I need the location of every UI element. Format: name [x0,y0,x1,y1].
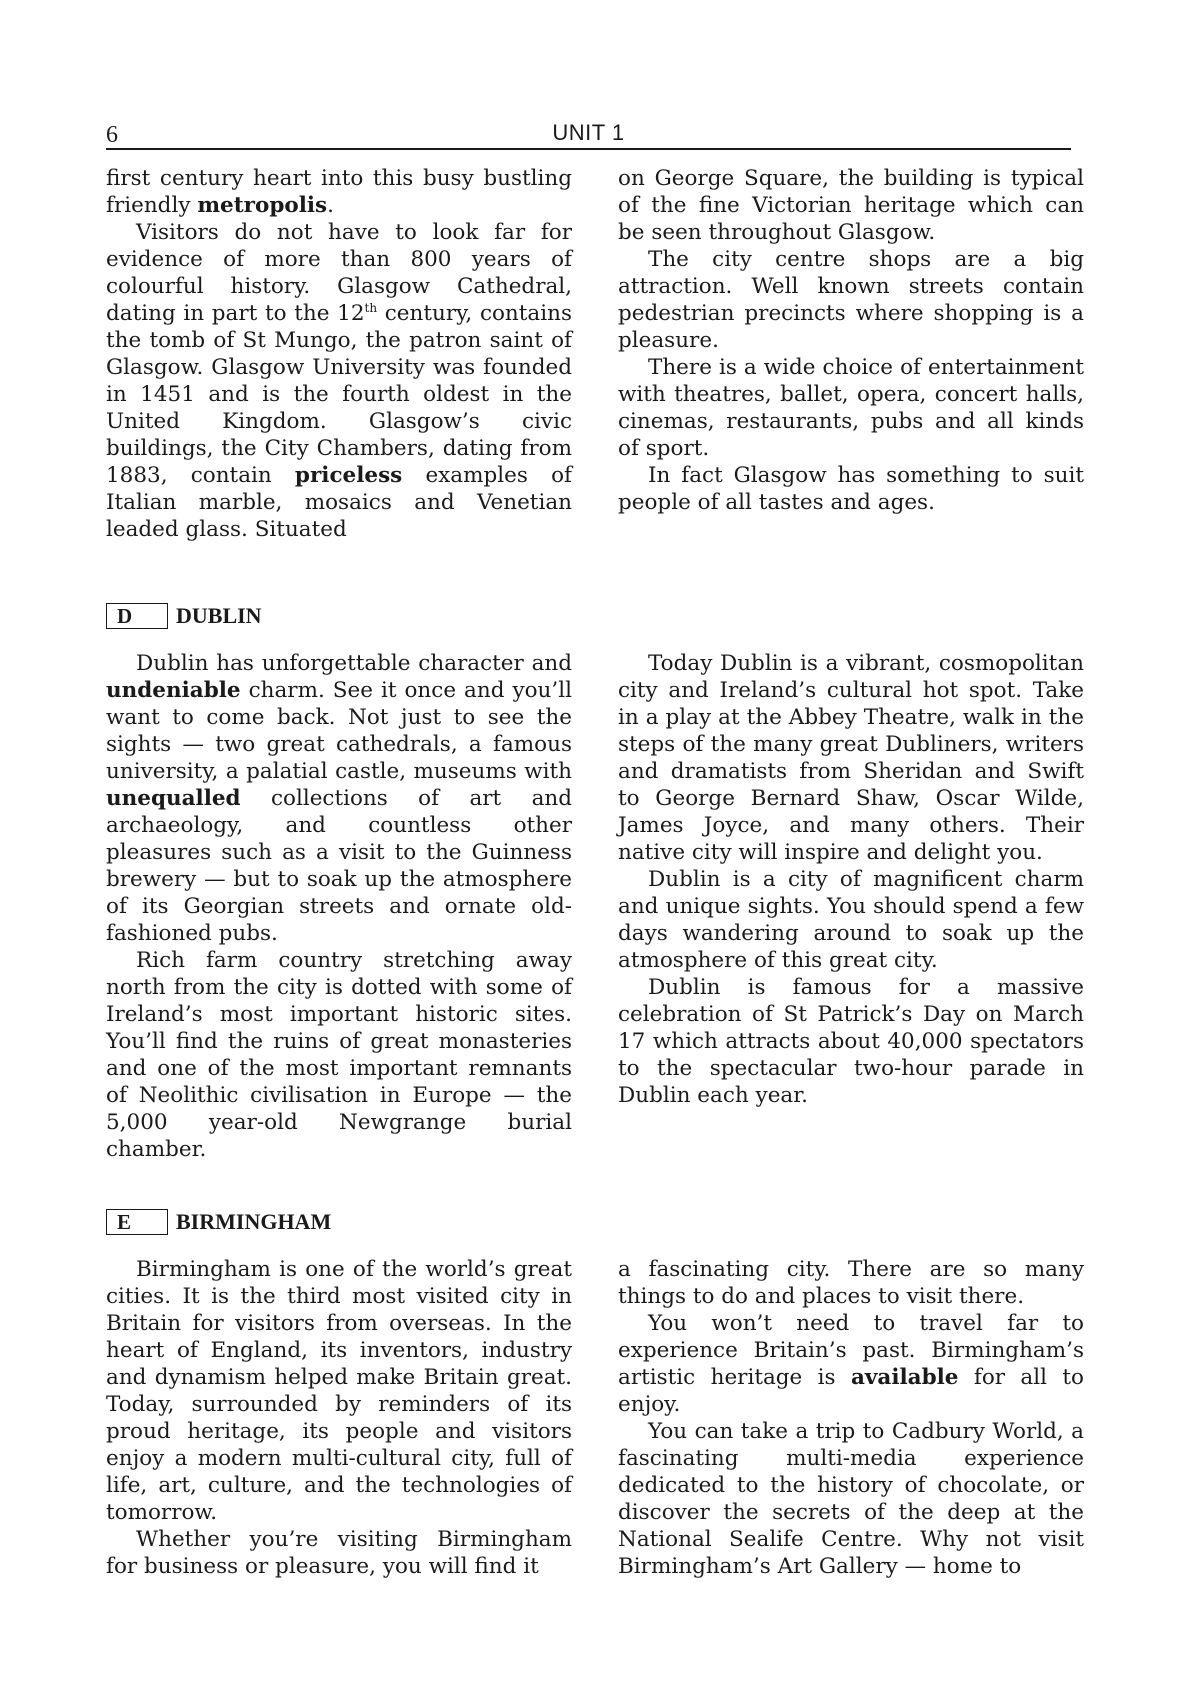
bold-term: undeniable [106,678,241,703]
paragraph: Birmingham is one of the world’s great cities. It is the third most visited city in Britain for visitors from overseas. In the heart of England, its inventors, industry and dynamism helped make Britain great. Today, surrounded by reminders of its proud heritage, its people and visitors enjoy a modern multi-cultural city, full of life, art, culture, and the technologies of tomorrow. [106,1257,572,1525]
section-title: DUBLIN [176,603,262,628]
bold-term: metropolis [197,193,328,218]
text: collections of art and archaeology, and countless other pleasures such as a visit to the Guinness brewery — but to soak up the atmosphere of its Georgian streets and ornate old-fashioned pubs. [106,786,572,946]
text: You won’t need to travel far to experience Britain’s past. Birmingham’s artistic heritage is [618,1311,1084,1390]
paragraph: Rich farm country stretching away north from the city is dotted with some of Ireland’s most important historic sites. You’ll find the ruins of great monasteries and one of the most important remnants of Neolithic civilisation in Europe — the 5,000 year-old Newgrange burial chamber. [106,948,572,1162]
paragraph [106,650,572,947]
dublin-left-column [106,650,572,1163]
text: charm. See it once and you’ll want to come back. Not just to see the sights — two great cathedrals, a famous university, a palatial castle, museums with [106,678,572,784]
paragraph: a fascinating city. There are so many things to do and places to visit there. [618,1257,1084,1309]
page-number: 6 [106,122,118,148]
birmingham-right-column [618,1256,1084,1580]
text: century, contains the tomb of St Mungo, the patron saint of Glasgow. Glasgow University was founded in 1451 and is the fourth oldest in the United Kingdom. Glasgow’s civic buildings, the City Chambers, dating from 1883, contain [106,301,572,488]
text: for all to enjoy. [618,1365,1084,1417]
bold-term: priceless [294,463,403,488]
text: Visitors do not have to look far for evidence of more than 800 years of colourful history. Glasgow Cathedral, dating in part to the 12 [106,220,572,326]
bold-term: available [850,1365,959,1390]
text: examples of Italian marble, mosaics and Venetian leaded glass. Situated [106,463,572,542]
bold-term: unequalled [106,786,241,811]
paragraph: In fact Glasgow has something to suit people of all tastes and ages. [618,463,1084,515]
page-header [106,118,1071,150]
paragraph [618,1310,1084,1418]
birmingham-left-column [106,1256,572,1580]
glasgow-right-column [618,165,1084,516]
unit-title: UNIT 1 [552,120,625,145]
paragraph: Today Dublin is a vibrant, cosmopolitan city and Ireland’s cultural hot spot. Take in a play at the Abbey Theatre, walk in the steps of the many great Dubliners, writers and dramatists from Sheridan and Swift to George Bernard Shaw, Oscar Wilde, James Joyce, and many others. Their native city will inspire and delight you. [618,651,1084,865]
paragraph [106,165,572,219]
paragraph: Dublin is famous for a massive celebration of St Patrick’s Day on March 17 which attracts about 40,000 spectators to the spectacular two-hour parade in Dublin each year. [618,975,1084,1108]
section-letter-box: E [106,1209,168,1235]
paragraph [106,219,572,543]
glasgow-left-column [106,165,572,543]
paragraph: on George Square, the building is typical of the fine Victorian heritage which can be seen throughout Glasgow. [618,166,1084,245]
paragraph: Dublin is a city of magnificent charm and unique sights. You should spend a few days wandering around to soak up the atmosphere of this great city. [618,867,1084,973]
superscript: th [364,300,378,315]
section-title: BIRMINGHAM [176,1209,332,1234]
text: . [327,193,334,218]
section-letter-box: D [106,603,168,629]
paragraph: Whether you’re visiting Birmingham for business or pleasure, you will find it [106,1527,572,1579]
text: first century heart into this busy bustling friendly [106,166,572,218]
dublin-right-column [618,650,1084,1109]
paragraph: There is a wide choice of entertainment with theatres, ballet, opera, concert halls, cinemas, restaurants, pubs and all kinds of sport. [618,355,1084,461]
paragraph: The city centre shops are a big attraction. Well known streets contain pedestrian precincts where shopping is a pleasure. [618,247,1084,353]
text: Dublin has unforgettable character and [136,651,572,676]
paragraph: You can take a trip to Cadbury World, a fascinating multi-media experience dedicated to the history of chocolate, or discover the secrets of the deep at the National Sealife Centre. Why not visit Birmingham’s Art Gallery — home to [618,1419,1084,1579]
